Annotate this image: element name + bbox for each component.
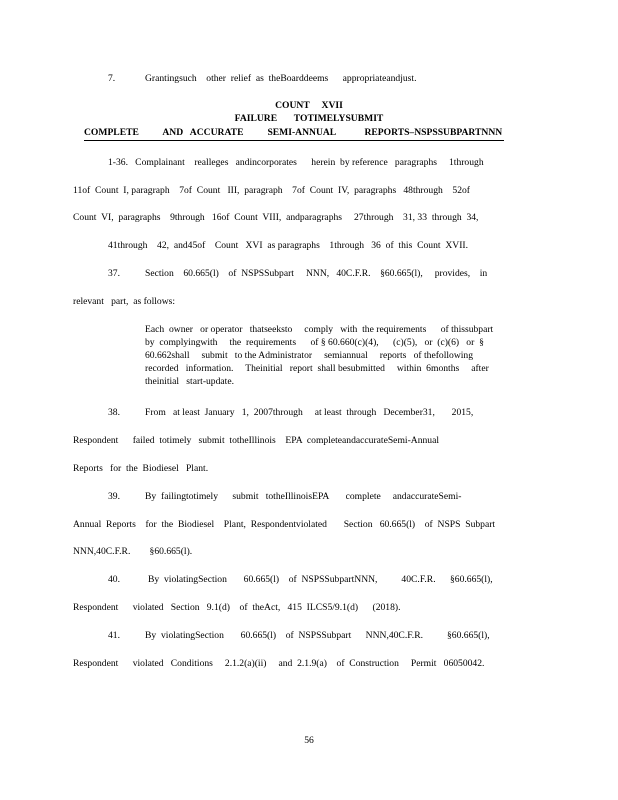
heading-underline — [84, 140, 504, 141]
paragraph-40-line: Respondent violated Section 9.1(d) of theAct, 415 ILCS5/9.1(d) (2018). — [73, 602, 401, 613]
count-title-line-1: FAILURE TOTIMELYSUBMIT — [234, 113, 384, 124]
paragraph-40-number: 40. — [108, 574, 120, 585]
paragraph-1-36-line: Count VI, paragraphs 9through 16of Count VIII, andparagraphs 27through 31, 33 through 34, — [73, 212, 479, 223]
paragraph-38-line: Respondent failed totimely submit totheIllinois EPA completeandaccurateSemi-Annual — [73, 435, 440, 446]
quote-line: 60.662shall submit to the Administrator semiannual reports of thefollowing — [145, 350, 474, 361]
paragraph-39-line: NNN,40C.F.R. §60.665(l). — [73, 546, 193, 557]
paragraph-1-36-line: 1-36. Complainant realleges andincorporates herein by reference paragraphs 1through — [108, 157, 484, 168]
paragraph-41-line: By violatingSection 60.665(l) of NSPSSubpart NNN,40C.F.R. §60.665(l), — [145, 630, 490, 641]
item-7-text: Grantingsuch other relief as theBoarddeems appropriateandjust. — [145, 73, 417, 84]
paragraph-41-number: 41. — [108, 630, 120, 641]
item-7-number: 7. — [108, 73, 116, 84]
quote-line: recorded information. Theinitial report shall besubmitted within 6months after — [145, 363, 489, 374]
paragraph-38-line: From at least January 1, 2007through at least through December31, 2015, — [145, 407, 474, 418]
paragraph-39-line: Annual Reports for the Biodiesel Plant, Respondentviolated Section 60.665(l) of NSPS Subpart — [73, 519, 496, 530]
paragraph-40-line: By violatingSection 60.665(l) of NSPSSubpartNNN, 40C.F.R. §60.665(l), — [148, 574, 493, 585]
count-title-line-2: COMPLETE AND ACCURATE SEMI-ANNUAL REPORTS–NSPSSUBPARTNNN — [84, 127, 503, 138]
paragraph-37-line: relevant part, as follows: — [73, 296, 176, 307]
page-number: 56 — [304, 735, 314, 746]
paragraph-1-36-line: 11of Count I, paragraph 7of Count III, paragraph 7of Count IV, paragraphs 48through 52of — [73, 185, 470, 196]
paragraph-38-line: Reports for the Biodiesel Plant. — [73, 463, 209, 474]
quote-line: Each owner or operator thatseeksto comply with the requirements of thissubpart — [145, 324, 494, 335]
paragraph-41-line: Respondent violated Conditions 2.1.2(a)(ii) and 2.1.9(a) of Construction Permit 06050042. — [73, 658, 485, 669]
paragraph-39-number: 39. — [108, 491, 120, 502]
quote-line: theinitial start-update. — [145, 376, 234, 387]
paragraph-38-number: 38. — [108, 407, 120, 418]
paragraph-37-line: Section 60.665(l) of NSPSSubpart NNN, 40C.F.R. §60.665(l), provides, in — [145, 268, 488, 279]
paragraph-39-line: By failingtotimely submit totheIllinoisEPA complete andaccurateSemi- — [145, 491, 462, 502]
count-heading: COUNT XVII — [275, 100, 343, 111]
paragraph-1-36-line: 41through 42, and45of Count XVI as paragraphs 1through 36 of this Count XVII. — [108, 240, 468, 251]
paragraph-37-number: 37. — [108, 268, 120, 279]
quote-line: by complyingwith the requirements of § 60.660(c)(4), (c)(5), or (c)(6) or § — [145, 337, 484, 348]
